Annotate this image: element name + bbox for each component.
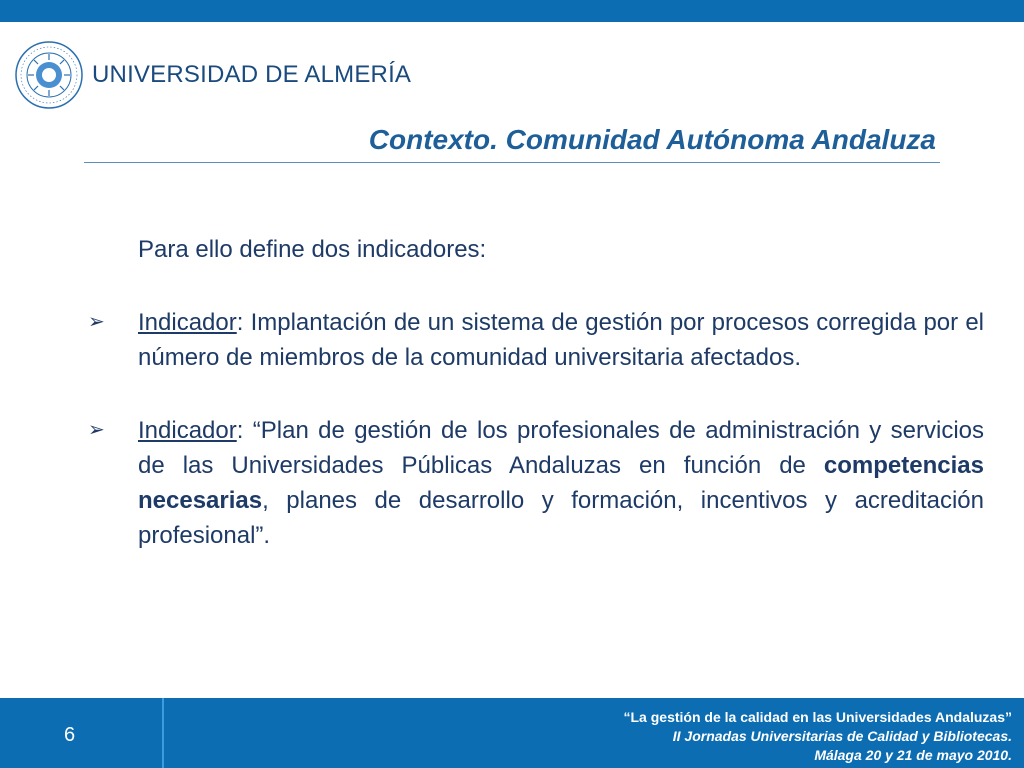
footer-line-2: II Jornadas Universitarias de Calidad y Bibliotecas. — [672, 728, 1012, 744]
footer-divider — [162, 698, 164, 768]
footer-line-1: “La gestión de la calidad en las Universidades Andaluzas” — [623, 709, 1012, 725]
bullet-label: Indicador — [138, 417, 237, 444]
university-name: UNIVERSIDAD DE ALMERÍA — [92, 61, 412, 88]
arrow-bullet-icon: ➢ — [88, 419, 105, 441]
title-divider — [84, 162, 940, 163]
intro-text: Para ello define dos indicadores: — [138, 236, 487, 263]
slide-title: Contexto. Comunidad Autónoma Andaluza — [368, 124, 936, 155]
footer-bar — [0, 698, 1024, 768]
top-bar — [0, 0, 1024, 22]
slide-content — [86, 232, 984, 591]
footer-line-3: Málaga 20 y 21 de mayo 2010. — [814, 747, 1012, 763]
bullet-text: : Implantación de un sistema de gestión por procesos corregida por el número de miembros de la comunidad universitaria afectados. — [138, 309, 984, 371]
university-logo — [14, 40, 411, 110]
bullet-text-end: , planes de desarrollo y formación, incentivos y acreditación profesional”. — [138, 487, 984, 549]
page-number: 6 — [64, 724, 76, 746]
bullet-text-bold: competencias necesarias — [138, 452, 984, 514]
footer-caption — [624, 708, 1013, 765]
arrow-bullet-icon: ➢ — [88, 311, 105, 333]
bullet-item-2 — [86, 413, 984, 553]
bullet-label: Indicador — [138, 309, 237, 336]
university-seal-icon — [14, 40, 84, 110]
bullet-text-start: : “Plan de gestión de los profesionales de administración y servicios de las Universidades Públicas Andaluzas en función de — [138, 417, 984, 479]
bullet-item-1 — [86, 305, 984, 375]
